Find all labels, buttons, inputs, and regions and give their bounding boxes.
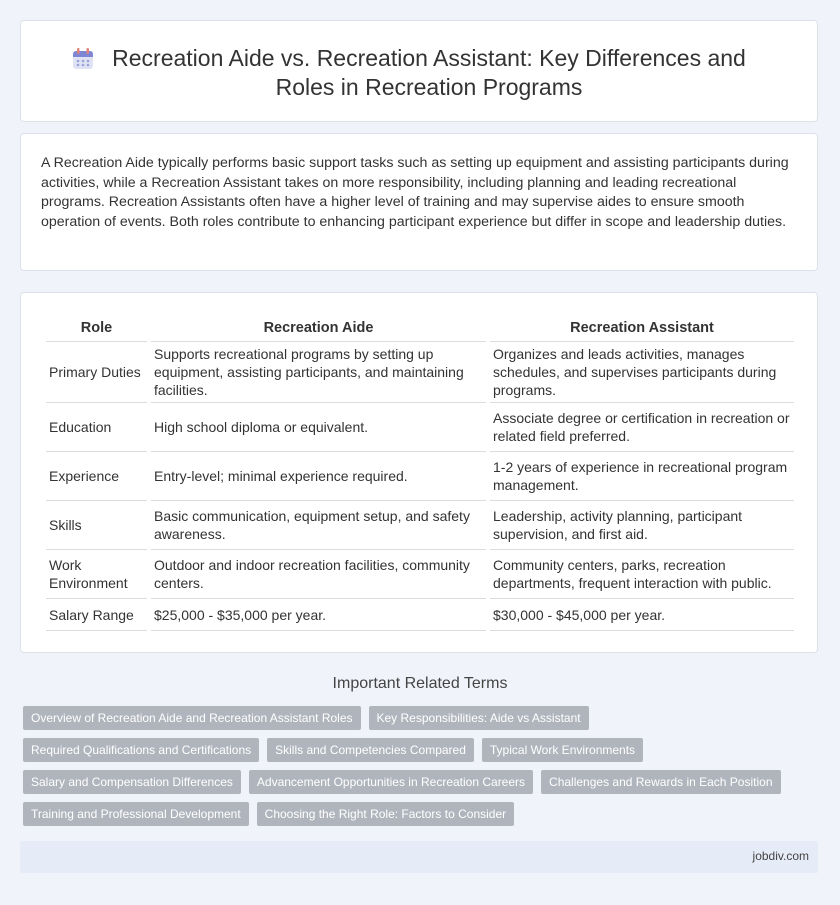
row-label: Skills [46, 501, 147, 550]
header-recreation-assistant: Recreation Assistant [490, 315, 794, 342]
assistant-cell: Associate degree or certification in recreation or related field preferred. [490, 403, 794, 452]
comparison-table-card [20, 292, 818, 653]
table-row [46, 550, 794, 599]
tag-row [23, 770, 823, 794]
header-recreation-aide: Recreation Aide [151, 315, 486, 342]
tag-row [23, 802, 823, 826]
assistant-cell: Community centers, parks, recreation departments, frequent interaction with public. [490, 550, 794, 599]
tag-row [23, 738, 823, 762]
aide-cell: Outdoor and indoor recreation facilities, community centers. [151, 550, 486, 599]
aide-cell: Supports recreational programs by setting up equipment, assisting participants, and maintaining facilities. [151, 342, 486, 403]
footer-site-link[interactable]: jobdiv.com [752, 849, 809, 863]
table-row [46, 599, 794, 631]
assistant-cell: $30,000 - $45,000 per year. [490, 599, 794, 631]
related-terms-heading: Important Related Terms [332, 675, 508, 692]
related-term-tag[interactable]: Training and Professional Development [23, 802, 249, 826]
related-term-tag[interactable]: Required Qualifications and Certifications [23, 738, 259, 762]
row-label: Work Environment [46, 550, 147, 599]
table-row [46, 342, 794, 403]
intro-card [20, 133, 818, 271]
related-term-tag[interactable]: Challenges and Rewards in Each Position [541, 770, 780, 794]
table-row [46, 452, 794, 501]
row-label: Salary Range [46, 599, 147, 631]
aide-cell: High school diploma or equivalent. [151, 403, 486, 452]
related-term-tag[interactable]: Choosing the Right Role: Factors to Consider [257, 802, 514, 826]
assistant-cell: Leadership, activity planning, participant supervision, and first aid. [490, 501, 794, 550]
related-term-tag[interactable]: Advancement Opportunities in Recreation Careers [249, 770, 533, 794]
related-term-tag[interactable]: Typical Work Environments [482, 738, 643, 762]
table-header-row [46, 315, 794, 342]
title-card [20, 20, 818, 122]
assistant-cell: Organizes and leads activities, manages schedules, and supervises participants during programs. [490, 342, 794, 403]
row-label: Experience [46, 452, 147, 501]
related-term-tag[interactable]: Key Responsibilities: Aide vs Assistant [369, 706, 589, 730]
intro-paragraph: A Recreation Aide typically performs basic support tasks such as setting up equipment and assisting participants during activities, while a Recreation Assistant takes on more responsibility, including planning and leading recreational programs. Recreation Assistants often have a higher level of training and may supervise aides to ensure smooth operation of events. Both roles contribute to enhancing participant experience but differ in scope and leadership duties. [41, 155, 789, 230]
page-title: Recreation Aide vs. Recreation Assistant: Key Differences and Roles in Recreation Programs [112, 45, 746, 100]
aide-cell: $25,000 - $35,000 per year. [151, 599, 486, 631]
tag-row [23, 706, 823, 730]
related-term-tag[interactable]: Salary and Compensation Differences [23, 770, 241, 794]
related-term-tag[interactable]: Overview of Recreation Aide and Recreation Assistant Roles [23, 706, 361, 730]
row-label: Primary Duties [46, 342, 147, 403]
related-term-tag[interactable]: Skills and Competencies Compared [267, 738, 474, 762]
table-row [46, 403, 794, 452]
assistant-cell: 1-2 years of experience in recreational program management. [490, 452, 794, 501]
related-terms-list [23, 706, 823, 834]
footer [20, 841, 818, 873]
table-row [46, 501, 794, 550]
aide-cell: Entry-level; minimal experience required. [151, 452, 486, 501]
comparison-table [42, 315, 798, 631]
aide-cell: Basic communication, equipment setup, and safety awareness. [151, 501, 486, 550]
row-label: Education [46, 403, 147, 452]
header-role: Role [46, 315, 147, 342]
